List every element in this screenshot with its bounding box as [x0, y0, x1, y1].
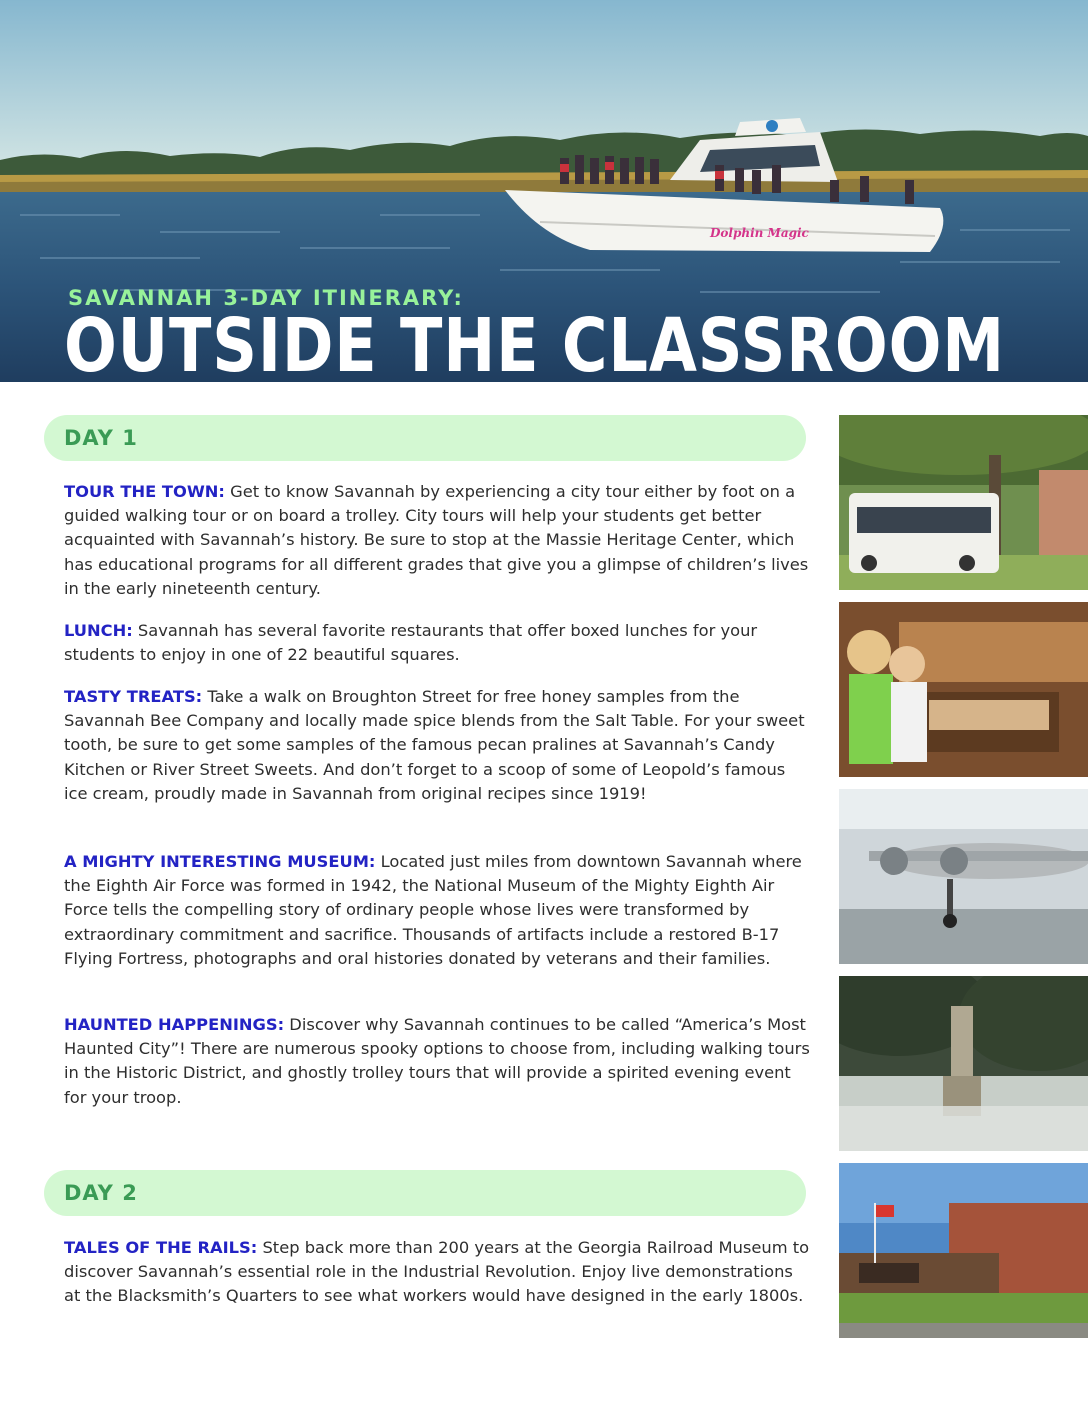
trolley-photo: [839, 415, 1088, 590]
b17-museum-photo: [839, 789, 1088, 964]
item-text: Get to know Savannah by experiencing a city tour either by foot on a guided walking tour or on board a trolley. City tours will help your students get better acquainted with Savannah’s history. Be sure to stop at the Massie Heritage Center, which has educational programs for all different grades that give you a glimpse of children’s lives in the early nineteenth century.: [64, 482, 809, 598]
item-lead: A MIGHTY INTERESTING MUSEUM:: [64, 852, 376, 871]
item-text: Located just miles from downtown Savannah where the Eighth Air Force was formed in 1942, the National Museum of the Mighty Eighth Air Force tells the compelling story of ordinary people whose lives were transformed by extraordinary commitment and sacrifice. Thousands of artifacts include a restored B-17 Flying Fortress, photographs and oral histories donated by veterans and their families.: [64, 852, 802, 968]
railroad-museum-photo: [839, 1163, 1088, 1338]
item-text: Savannah has several favorite restaurants that offer boxed lunches for your students to enjoy in one of 22 beautiful squares.: [64, 621, 758, 665]
item-text: Step back more than 200 years at the Georgia Railroad Museum to discover Savannah’s essential role in the Industrial Revolution. Enjoy live demonstrations at the Blacksmith’s Quarters to see what workers would have designed in the early 1800s.: [64, 1238, 810, 1306]
boat-name-label: Dolphin Magic: [710, 226, 809, 240]
item-lead: LUNCH:: [64, 621, 133, 640]
item-text: Discover why Savannah continues to be called “America’s Most Haunted City”! There are numerous spooky options to choose from, including walking tours in the Historic District, and ghostly trolley tours that will provide a spirited evening event for your troop.: [64, 1015, 810, 1107]
day-1-item-tour-the-town: [64, 480, 810, 601]
hero-banner: [0, 0, 1088, 382]
item-lead: HAUNTED HAPPENINGS:: [64, 1015, 285, 1034]
day-2-item-rails: [64, 1236, 810, 1309]
item-lead: TALES OF THE RAILS:: [64, 1238, 258, 1257]
day-1-item-tasty-treats: [64, 685, 810, 806]
day-1-header: DAY 1: [44, 415, 806, 461]
day-1-item-haunted: [64, 1013, 810, 1110]
itinerary-subtitle: SAVANNAH 3-DAY ITINERARY:: [68, 286, 464, 310]
day-1-item-lunch: [64, 619, 810, 667]
haunted-square-photo: [839, 976, 1088, 1151]
item-lead: TASTY TREATS:: [64, 687, 203, 706]
candy-kitchen-photo: [839, 602, 1088, 777]
page-title: OUTSIDE THE CLASSROOM: [64, 303, 1005, 382]
item-text: Take a walk on Broughton Street for free honey samples from the Savannah Bee Company and locally made spice blends from the Salt Table. For your sweet tooth, be sure to get some samples of the famous pecan pralines at Savannah’s Candy Kitchen or River Street Sweets. And don’t forget to a scoop of some of Leopold’s famous ice cream, proudly made in Savannah from original recipes since 1919!: [64, 687, 805, 803]
day-2-header: DAY 2: [44, 1170, 806, 1216]
item-lead: TOUR THE TOWN:: [64, 482, 225, 501]
day-1-item-museum: [64, 850, 810, 971]
